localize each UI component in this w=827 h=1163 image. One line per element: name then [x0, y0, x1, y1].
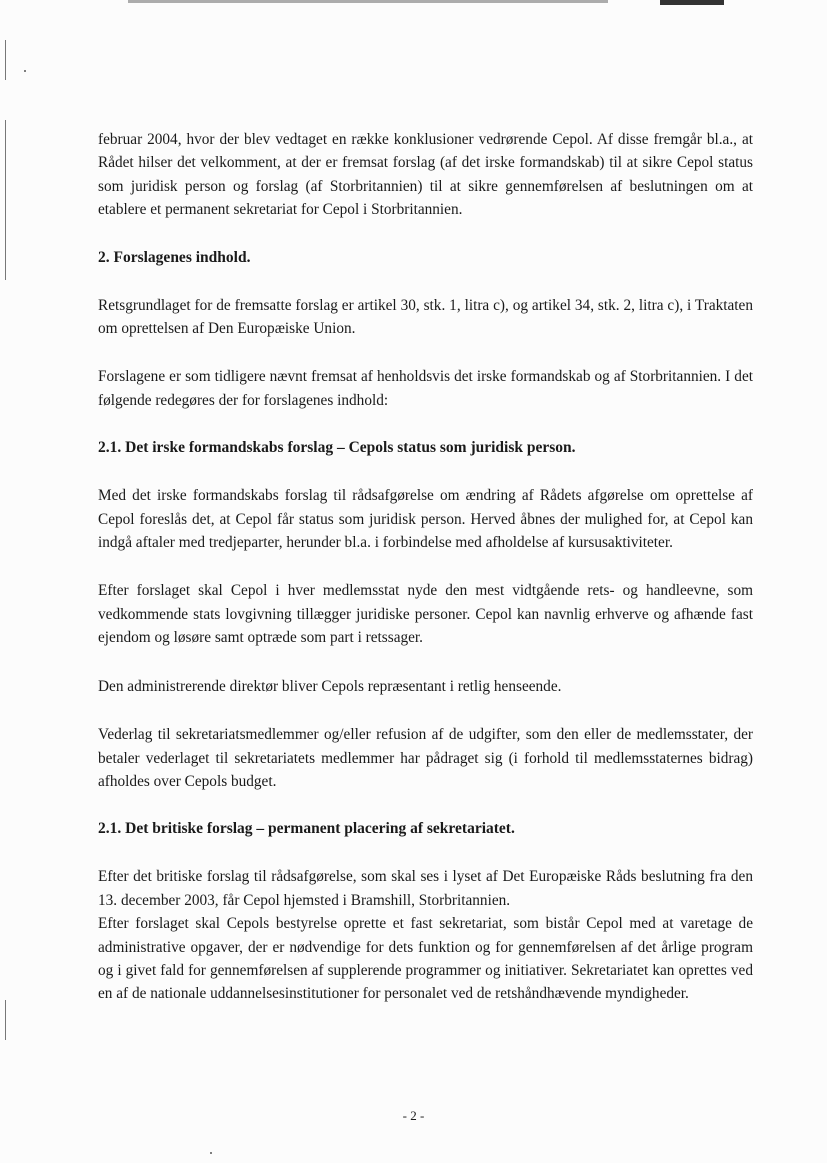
- paragraph: februar 2004, hvor der blev vedtaget en række konklusioner vedrørende Cepol. Af disse fremgår bl.a., at Rådet hilser det velkomment, at der er fremsat forslag (af det irske formandskab) til at sikre Cepol status som juridisk person og forslag (af Storbritannien) til at sikre gennemførelsen af beslutningen om at etablere et permanent sekretariat for Cepol i Storbritannien.: [98, 131, 753, 219]
- scan-speck: [24, 70, 26, 72]
- paragraph: Med det irske formandskabs forslag til rådsafgørelse om ændring af Rådets afgørelse om oprettelse af Cepol foreslås det, at Cepol får status som juridisk person. Herved åbnes der mulighed for, at Cepol kan indgå aftaler med tredjeparter, herunder bl.a. i forbindelse med afholdelse af kursusaktiviteter.: [98, 487, 753, 552]
- page-number: - 2 -: [402, 1108, 425, 1123]
- body-text: [98, 128, 753, 1006]
- paragraph: Vederlag til sekretariatsmedlemmer og/eller refusion af de udgifter, som den eller de medlemsstater, der betaler vederlaget til sekretariatets medlemmer har pådraget sig (i forhold til medlemsstaternes bidrag) afholdes over Cepols budget.: [98, 726, 753, 790]
- paragraph: Efter det britiske forslag til rådsafgørelse, som skal ses i lyset af Det Europæiske Råds beslutning fra den 13. december 2003, får Cepol hjemsted i Bramshill, Storbritannien.: [98, 868, 753, 909]
- scan-artifact-top: [128, 0, 608, 3]
- paragraph: Efter forslaget skal Cepols bestyrelse oprette et fast sekretariat, som bistår Cepol med at varetage de administrative opgaver, der er nødvendige for dets funktion og for gennemførelsen af det årlige program og i givet fald for gennemførelsen af supplerende programmer og initiativer. Sekretariatet kan oprettes ved en af de nationale uddannelsesinstitutioner for personalet ved de retshåndhævende myndigheder.: [98, 915, 753, 1003]
- scan-speck: [210, 1152, 212, 1154]
- paragraph: Retsgrundlaget for de fremsatte forslag er artikel 30, stk. 1, litra c), og artikel 34, stk. 2, litra c), i Traktaten om oprettelsen af Den Europæiske Union.: [98, 296, 753, 338]
- paragraph: Efter forslaget skal Cepol i hver medlemsstat nyde den mest vidtgående rets- og handleevne, som vedkommende stats lovgivning tillægger juridiske personer. Cepol kan navnlig erhverve og afhænde fast ejendom og løsøre samt optræde som part i retssager.: [98, 582, 753, 647]
- paragraph: Den administrerende direktør bliver Cepols repræsentant i retlig henseende.: [98, 677, 562, 695]
- paragraph: Forslagene er som tidligere nævnt fremsat af henholdsvis det irske formandskab og af Storbritannien. I det følgende redegøres der for forslagenes indhold:: [98, 368, 753, 409]
- scan-artifact-top-right: [660, 0, 724, 5]
- section-heading: 2.1. Det britiske forslag – permanent placering af sekretariatet.: [98, 820, 515, 838]
- scan-margin-mark: [5, 40, 6, 80]
- scan-margin-mark: [5, 1000, 6, 1040]
- section-heading: 2. Forslagenes indhold.: [98, 248, 251, 266]
- scan-margin-mark: [5, 120, 6, 280]
- section-heading: 2.1. Det irske formandskabs forslag – Cepols status som juridisk person.: [98, 439, 576, 457]
